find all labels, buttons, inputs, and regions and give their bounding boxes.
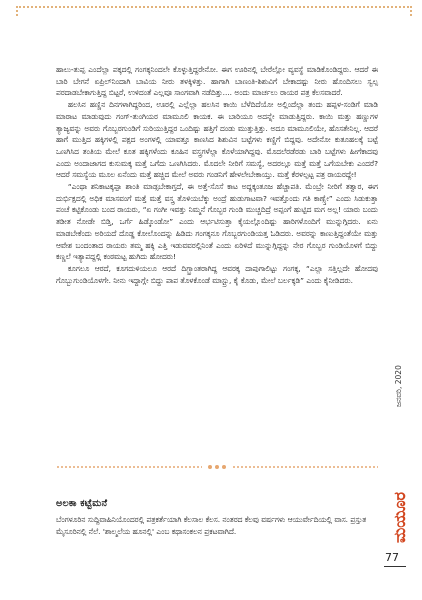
article-paragraph: ಕೂಗಲೂ ಆರದೆ, ಕೂಗದುಳಿಯಲೂ ಆರದೆ ದಿಗ್ಭ್ರಾಂತರಾಗಿದ್ದ ಆವರಕ್ಕ ದಾಪುಗಾಲಿಟ್ಟು ಗಂಗಕ್ಕ, “ಎಲ್ಲಾ ಸತ್ತಿಲ್ಲದೇ ಹೋದವು ಗೊಬ್ಬುಗುಂಡಿಯೊಳಗೇ. ನೀನು ಇದ್ದಾಗ್ಲೇ ಬಿದ್ದು ಪಾಪ ತೊಳಕೊಂಡೆ ಮಾಸ್ಟ್ರು, ಕೈ ಕೊಡು, ಮೇಲೆ ಬರ್ಲಕ್ಕಡಿ” ಎಂದು ಕೈನೀಡಿದರು. [56,263,378,285]
author-bio: ಬೆಂಗಳೂರಿನ ಸುದ್ದಿವಾಹಿನಿಯೊಂದರಲ್ಲಿ ಪತ್ರಕರ್ತೆಯಾಗಿ ಕೆಲಸಾಲ ಕೆಲಸ. ನಂತರದ ಕೆಲವು ವರ್ಷಗಳು ಆಯುರ್ವೇದಿಯಲ್ಲಿ ವಾಸ. ಪ್ರಸ್ತುತ ಮೈಸೂರಿನಲ್ಲಿ ನೆಲೆ. 'ಶಾಲ್ಮಲೆಯ ಹೂನಲ್ಲಿ' ಎಂಬ ಕಥಾಸಂಕಲನ ಪ್ರಕಟವಾಗಿದೆ. [56,515,367,536]
magazine-logo: ಮಯೂರ [390,491,409,543]
top-dotted-border [16,6,412,16]
article-paragraph: ಹಾಲು-ತುಪ್ಪ ಎಂದೆಲ್ಲಾ ಪಕ್ಕದಲ್ಲಿ ಗಂಗಕ್ಕನಿಂದಲೇ ಕೊಳ್ಳುತ್ತಿದ್ದರೇನೋ. ಈಗ ಊರಿನಲ್ಲಿ ಬೇರೆಲ್ಲೋ ವ್ಯವಸ್ಥೆ ಮಾಡಿಕೊಂಡಿದ್ದರು. ಆದರೆ ಈ ಬಾರಿ ಬೇಗನೆ ಏಪ್ರಿಲ್‌ನಿಂದಾಗಿ ಬಾವಿಯ ನೀರು ತಳಕ್ಕಿಳಿತ್ತು. ಹಾಗಾಗಿ ಬಾಣಂತಿ-ಶಿಶುವಿಗೆ ಬೇಕಾದಷ್ಟು ನೀರು ಹೊಂದಿಸಲು ಸ್ವಲ್ಪ ಪರದಾಡಬೇಕಾಗುತ್ತಿದ್ದ ಬಿಟ್ಟರೆ, ಉಳಿದಂತೆ ಎಲ್ಲವೂ ಸಾಂಗವಾಗಿ ನಡೆದಿತ್ತು.... ಅಂದು ಮಾರ್ಚಲು ರಾಯರ ಪತ್ರ ಕೆಲಸವಾದರೆ. [56,65,378,98]
page-number-underline [384,566,406,567]
article-paragraph: ಹಲಸಿನ ಹಣ್ಣಿನ ದಿನಗಳಾಗಿದ್ದರಿಂದ, ಊರಲ್ಲಿ ಎಲ್ಲೆಲ್ಲಾ ಹಲಸಿನ ಕಾಯಿ ಬೆಳೆದಿದೆಯೋ ಅಲ್ಲಿಂದೆಲ್ಲಾ ತಂದು ಹಪ್ಪಳ-ಸಂಡಿಗೆ ಮಾಡಿ ಮಾರಾಟ ಮಾಡುವುದು ಗಂಗ್-ತುಂಗಿಯರ ಮಾಮೂಲಿ ಕಾಯಕ. ಈ ಬಾರಿಯೂ ಅದನ್ನೇ ಮಾಡುತ್ತಿದ್ದರು. ಕಾಯಿ ಮತ್ತು ಹಣ್ಣುಗಳ ತ್ಯಾಜ್ಯವನ್ನು ಅವರು ಗೊಬ್ಬರಗುಂಡಿಗೆ ಸುರಿಯುತ್ತಿದ್ದರ ಒಂದಿಷ್ಟು ಹತ್ತಿಗೆ ದಂಡು ಮುತ್ತುತ್ತಿತ್ತು. ಅದೂ ಮಾಮೂಲಿಯೇ, ಹೊಸತೇನಿಲ್ಲ. ಆದರೆ ಹಾಗೆ ಮುತ್ತಿದ ಹಕ್ಕಿಗಳಲ್ಲಿ ಪಕ್ಷದ ಅಂಗಳಲ್ಲಿ ಯಾವತ್ತೂ ಕಾಣಸಿದ ಶಿಶುವಿನ ಬಟ್ಟೆಗಳು ಕಣ್ಣಿಗೆ ಬಿದ್ದವು. ಅದೇನೋ ಕುತೂಹಲಕ್ಕೆ ಬಟ್ಟೆ ಒಣಗಿಸಿದ ತಂತಿಯ ಮೇಲೆ ಕೂತ ಹಕ್ಕಿಗಳೆಂದು ಕೂಹಿನ ವಸ್ತ್ರಗಳೆಲ್ಲಾ ಕೊಳೆಯಾಗಿದ್ದವು. ಮೊದಲೆರಡೆರಡು ಬಾರಿ ಬಟ್ಟೆಗಳು ಹೀಗೆಕಾದವು ಎಂದು ಅಂದಾಜಾಗದ ಕುಸುಮಕ್ಕ ಮತ್ತೆ ಒಗೆದು ಒಣಗಿಸಿದರು. ಮೊದಲೇ ನೀರಿಗೆ ಸಮಸ್ಯೆ, ಅದರಲ್ಲೂ ಮತ್ತೆ ಮತ್ತೆ ಒಗೆಯಬೇಕು ಎಂದರೆ? ಆದರೆ ಸಮಸ್ಯೆಯ ಮೂಲ ಏನೆಂದು ಮತ್ತೆ ಹಚ್ಚಿದ ಮೇಲೆ ಅವರು ಗಂಡನಿಗೆ ಹೇಳಲೇಬೇಕಾಯ್ತು. ಮತ್ತೆ ಕೆರಳಲ್ಪಟ್ಟ ಪತ್ರ ರಾಯರದ್ದೇ! [56,100,378,180]
divider-dotted-line [56,466,202,468]
article-body [56,64,378,286]
article-paragraph: “ಎಂಥಾ ಶನಿಕಾಟಕ್ಕಪ್ಪಾ ಶಾಂತಿ ಮಾಡ್ಸಬೇಕಾಗ್ತದೆ, ಈ ಅತ್ತೆ-ಸೊಸೆ ಕಾಟ ಅದ್ದಕ್ಕಂತೂಜ ಹೆಚ್ಚಾಪತಿ. ಮೆಂಬ್ರೇ ನೀರಿಗೆ ತತ್ವಾರ, ಈಗ ದುರ್ಭಿಕ್ಷದಲ್ಲಿ ಅಧಿಕ ಮಾಸವಂಗೆ ಮತ್ತೆ ಮತ್ತೆ ವಸ್ತ್ರ ತೊಳಿಯಬೆಕ್ಕು ಅಂದ್ರೆ ಹುಡುಗಾಟವಾ? ಇವತ್ತೊಂದು ಗತಿ ಕಾಣ್ಸ್ತೇ” ಎಂದು ಸಿಡುಕುತ್ತಾ ಪಂಚೆ ಕಟ್ಟಿಕೊಂಡು ಬಂದ ರಾಯರು, “ಏ ಗಂಗೀ ಇವತ್ತು ನಿಮ್ಮನೆ ಗೊಬ್ಬರ ಗುಂಡಿ ಮುಚ್ಚದಿದ್ರೆ ಅಪ್ಪಂಗೆ ಹುಟ್ಟಿದ ಮಗ ಅಲ್ಲ! ಯಾರು ಬಂದು ತಡೀತ ನೋಡೇ ಬಿಡ್ತಿ, ಒರ್ಗೆ ಹಿಡ್ಕೊಂಡೋ” ಎಂದು ಆರ್ಭಟಿಸುತ್ತಾ ಕೈಯಲ್ಲೊಂದಿಷ್ಟು ಹಾರಿಗಳೊಂದಿಗೆ ಮುನ್ನುಗ್ಗಿದರು. ಏನು ಮಾಡಬೇಕೆಂದು ಅರಿಯದೆ ದೊಡ್ಡ ಕೋಲೊಂದನ್ನು ಹಿಡಿದು ಗಂಗಕ್ಕನೂ ಗೊಬ್ಬರಗುಂಡಿಯತ್ತ ಓಡಿದರು. ಅವರನ್ನು ಕಾಣುತ್ತಿದ್ದಂತೆಯೇ ಮತ್ತು ಆವೇಶ ಬಂದಂತಾದ ರಾಯರು ತಮ್ಮ ಹಕ್ಕಿ ಎತ್ತಿ ಇಡುವವರಲ್ಲಿನಿಂತೆ ಎಂದು ಏರಿಳಿದೆ ಮುನ್ನುಗ್ಗಿದ್ದನ್ನು ನೇರ ಗೊಬ್ಬರ ಗುಂಡಿಯೊಳಗೆ ಬಿದ್ದು ಕಣ್ಣಲೆ ಇತ್ಯಾಪದ್ದಲ್ಲಿ ಕಂಠಮಟ್ಟ ಹುಗಿದು ಹೋದರು! [56,182,378,262]
author-name: ಅಲಕಾ ಕಟ್ಟೆಮನೆ [56,498,108,509]
page-number: 77 [385,551,399,564]
issue-date: ಜನವರಿ, 2020 [394,365,403,407]
section-divider [56,464,378,470]
divider-dotted-line [232,466,378,468]
divider-dots-icon [202,465,232,469]
